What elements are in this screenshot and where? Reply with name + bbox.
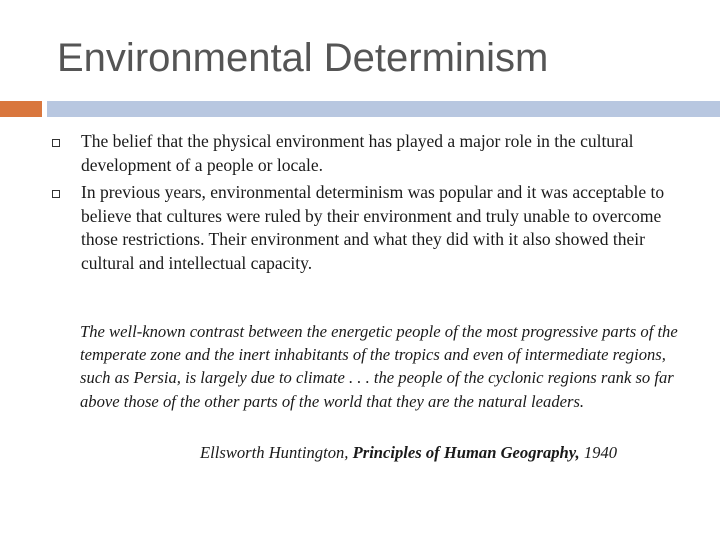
- slide-title: Environmental Determinism: [57, 36, 549, 80]
- attribution-year: 1940: [583, 443, 618, 462]
- hollow-square-bullet-icon: [52, 139, 60, 147]
- bullet-item: [50, 130, 670, 177]
- accent-bar: [0, 101, 42, 117]
- title-divider-bar: [47, 101, 720, 117]
- block-quote: The well-known contrast between the energetic people of the most progressive parts of the temperate zone and the inert inhabitants of the tropics and even of intermediate regions, such as Persia, is largely due to climate . . . the people of the cyclonic regions rank so far above those of the other parts of the world that they are the natural leaders.: [80, 322, 678, 411]
- attribution-author: Ellsworth Huntington,: [200, 443, 349, 462]
- bullet-text: The belief that the physical environment has played a major role in the cultural development of a people or locale.: [81, 131, 634, 175]
- hollow-square-bullet-icon: [52, 190, 60, 198]
- attribution-book-title: Principles of Human Geography,: [352, 443, 580, 462]
- bullet-text: In previous years, environmental determinism was popular and it was acceptable to believe that cultures were ruled by their environment and truly unable to overcome those restrictions. Their environment and what they did with it also showed their cultural and intellectual capacity.: [81, 182, 665, 273]
- bullet-list: [50, 130, 670, 279]
- bullet-item: [50, 181, 670, 275]
- quote-attribution: [200, 441, 617, 464]
